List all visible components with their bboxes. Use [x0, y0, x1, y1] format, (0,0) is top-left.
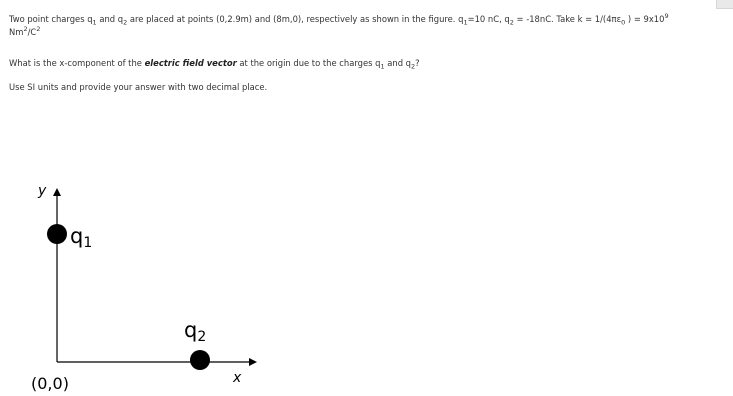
q-text: Nm — [9, 27, 24, 37]
charge-q2-dot — [190, 350, 210, 370]
q-sub: 0 — [621, 18, 626, 27]
q-emphasis: electric field vector — [144, 58, 237, 68]
q-sub: 2 — [411, 62, 416, 71]
q-sub: 1 — [92, 18, 97, 27]
charge-q2-label: q2 — [184, 318, 207, 345]
q-text: πε — [611, 14, 622, 24]
q-text: What is the x-component of the — [9, 58, 145, 68]
q-text: /C — [27, 27, 37, 37]
q-text: at the origin due to the charges q — [236, 58, 381, 68]
q-sup: 2 — [36, 25, 41, 34]
q-text: ? — [415, 58, 420, 68]
q-text: = -18nC. Take k = 1/(4 — [513, 14, 612, 24]
q-sub: 2 — [123, 18, 128, 27]
q-text: and q — [96, 14, 124, 24]
q-text: =10 nC, q — [467, 14, 510, 24]
q-sup: 9 — [664, 12, 669, 21]
charge-q1-label: q1 — [70, 224, 93, 251]
charge-q1-dot — [47, 224, 67, 244]
y-axis-label: y — [38, 183, 47, 199]
x-axis-label: x — [233, 370, 242, 386]
q-text: ) = 9x10 — [625, 14, 665, 24]
q-text: Two point charges q — [9, 14, 93, 24]
q-text: and q — [384, 58, 411, 68]
q-sub: 2 — [509, 18, 514, 27]
q-text: are placed at points (0,2.9m) and (8m,0), respectively as shown in the figure. q — [127, 14, 464, 24]
q-sup: 2 — [23, 25, 28, 34]
q-sub: 1 — [380, 62, 385, 71]
q-text: Use SI units and provide your answer with two decimal place. — [9, 82, 268, 92]
q-sub: 1 — [463, 18, 468, 27]
origin-label: (0,0) — [31, 374, 69, 393]
